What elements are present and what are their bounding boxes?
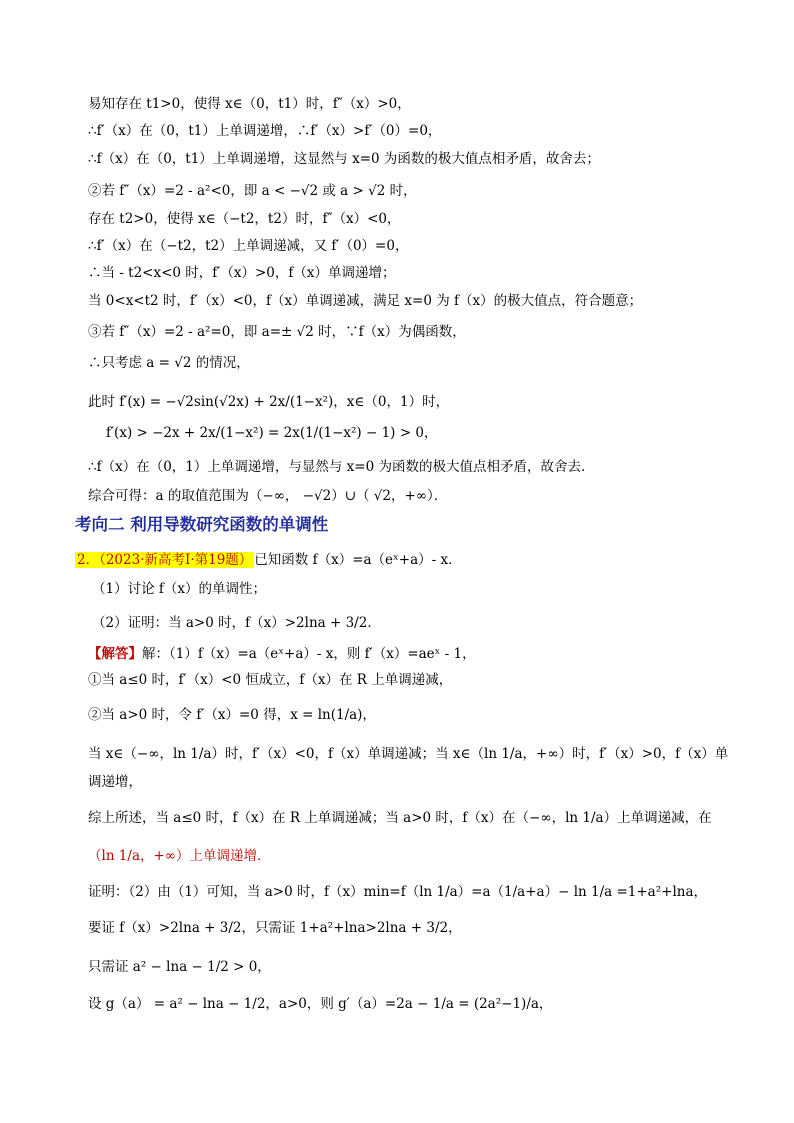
answer-line: （ln 1/a，+∞）上单调递增． — [88, 848, 271, 864]
formula-line: f′(x) > −2x + 2x/(1−x²) = 2x(1/(1−x²) − 1) > 0， — [106, 425, 438, 441]
answer-line: ②当 a>0 时，令 f′（x）=0 得，x = ln(1/a)， — [88, 707, 376, 723]
answer-line: 证明：（2）由（1）可知，当 a>0 时，f（x）min=f（ln 1/a）=a（1/a+a）− ln 1/a =1+a²+lna， — [88, 884, 708, 900]
answer-line: 综上所述，当 a≤0 时，f（x）在 R 上单调递减；当 a>0 时，f（x）在（−∞，ln 1/a）上单调递减，在 — [88, 810, 712, 826]
text-line: ∴f（x）在（0，1）上单调递增，与显然与 x=0 为函数的极大值点相矛盾，故舍去． — [88, 459, 595, 475]
question-number: 2．（2023·新高考Ⅰ·第19题） — [77, 552, 253, 568]
answer-line: ①当 a≤0 时，f′（x）<0 恒成立，f（x）在 R 上单调递减， — [88, 672, 453, 688]
question-text: 已知函数 f（x）=a（eˣ+a）- x． — [254, 552, 462, 568]
answer-line: 只需证 a² − lna − 1/2 > 0， — [88, 959, 271, 975]
answer-line: 调递增， — [88, 774, 142, 790]
section-heading: 考向二 利用导数研究函数的单调性 — [75, 515, 329, 534]
text-line: ∴当 - t2<x<0 时，f′（x）>0，f（x）单调递增； — [88, 265, 396, 281]
question-part-1: （1）讨论 f（x）的单调性； — [92, 581, 266, 597]
answer-line: 当 x∈（−∞，ln 1/a）时，f′（x）<0，f（x）单调递减；当 x∈（ln 1/a，+∞）时，f′（x）>0，f（x）单 — [88, 746, 729, 762]
answer-line: 【解答】解：（1）f（x）=a（eˣ+a）- x，则 f′（x）=aeˣ - 1， — [88, 646, 476, 662]
text-line: ∴f′（x）在（0，t1）上单调递增，∴f′（x）>f′（0）=0， — [88, 123, 442, 139]
text-line: 当 0<x<t2 时，f′（x）<0，f（x）单调递减，满足 x=0 为 f（x）的极大值点，符合题意； — [88, 293, 643, 309]
text-line: ∴f（x）在（0，t1）上单调递增，这显然与 x=0 为函数的极大值点相矛盾，故舍去； — [88, 151, 600, 167]
formula-line: 此时 f′(x) = −√2sin(√2x) + 2x/(1−x²)，x∈（0，1）时， — [88, 394, 450, 410]
answer-line: 设 g（a） = a² − lna − 1/2，a>0，则 g′（a）=2a − 1/a = (2a²−1)/a， — [88, 996, 553, 1012]
answer-tag: 【解答】 — [88, 646, 142, 662]
answer-line: 要证 f（x）>2lna + 3/2，只需证 1+a²+lna>2lna + 3/2， — [88, 920, 462, 936]
question-stem — [75, 551, 462, 569]
text-line: 综合可得：a 的取值范围为（−∞， −√2）∪（ √2，+∞）． — [88, 488, 448, 504]
text-line: 易知存在 t1>0，使得 x∈（0，t1）时，f″（x）>0， — [88, 96, 411, 112]
text-line: 存在 t2>0，使得 x∈（−t2，t2）时，f″（x）<0， — [88, 211, 401, 227]
question-part-2: （2）证明：当 a>0 时，f（x）>2lna + 3/2． — [92, 615, 381, 631]
text-line: ②若 f″（x）=2 - a²<0，即 a < −√2 或 a > √2 时， — [88, 183, 417, 199]
text-line: ③若 f″（x）=2 - a²=0，即 a=± √2 时，∵f（x）为偶函数， — [88, 324, 466, 340]
text-line: ∴f′（x）在（−t2，t2）上单调递减，又 f′（0）=0， — [88, 238, 409, 254]
text-line: ∴只考虑 a = √2 的情况， — [88, 355, 250, 371]
